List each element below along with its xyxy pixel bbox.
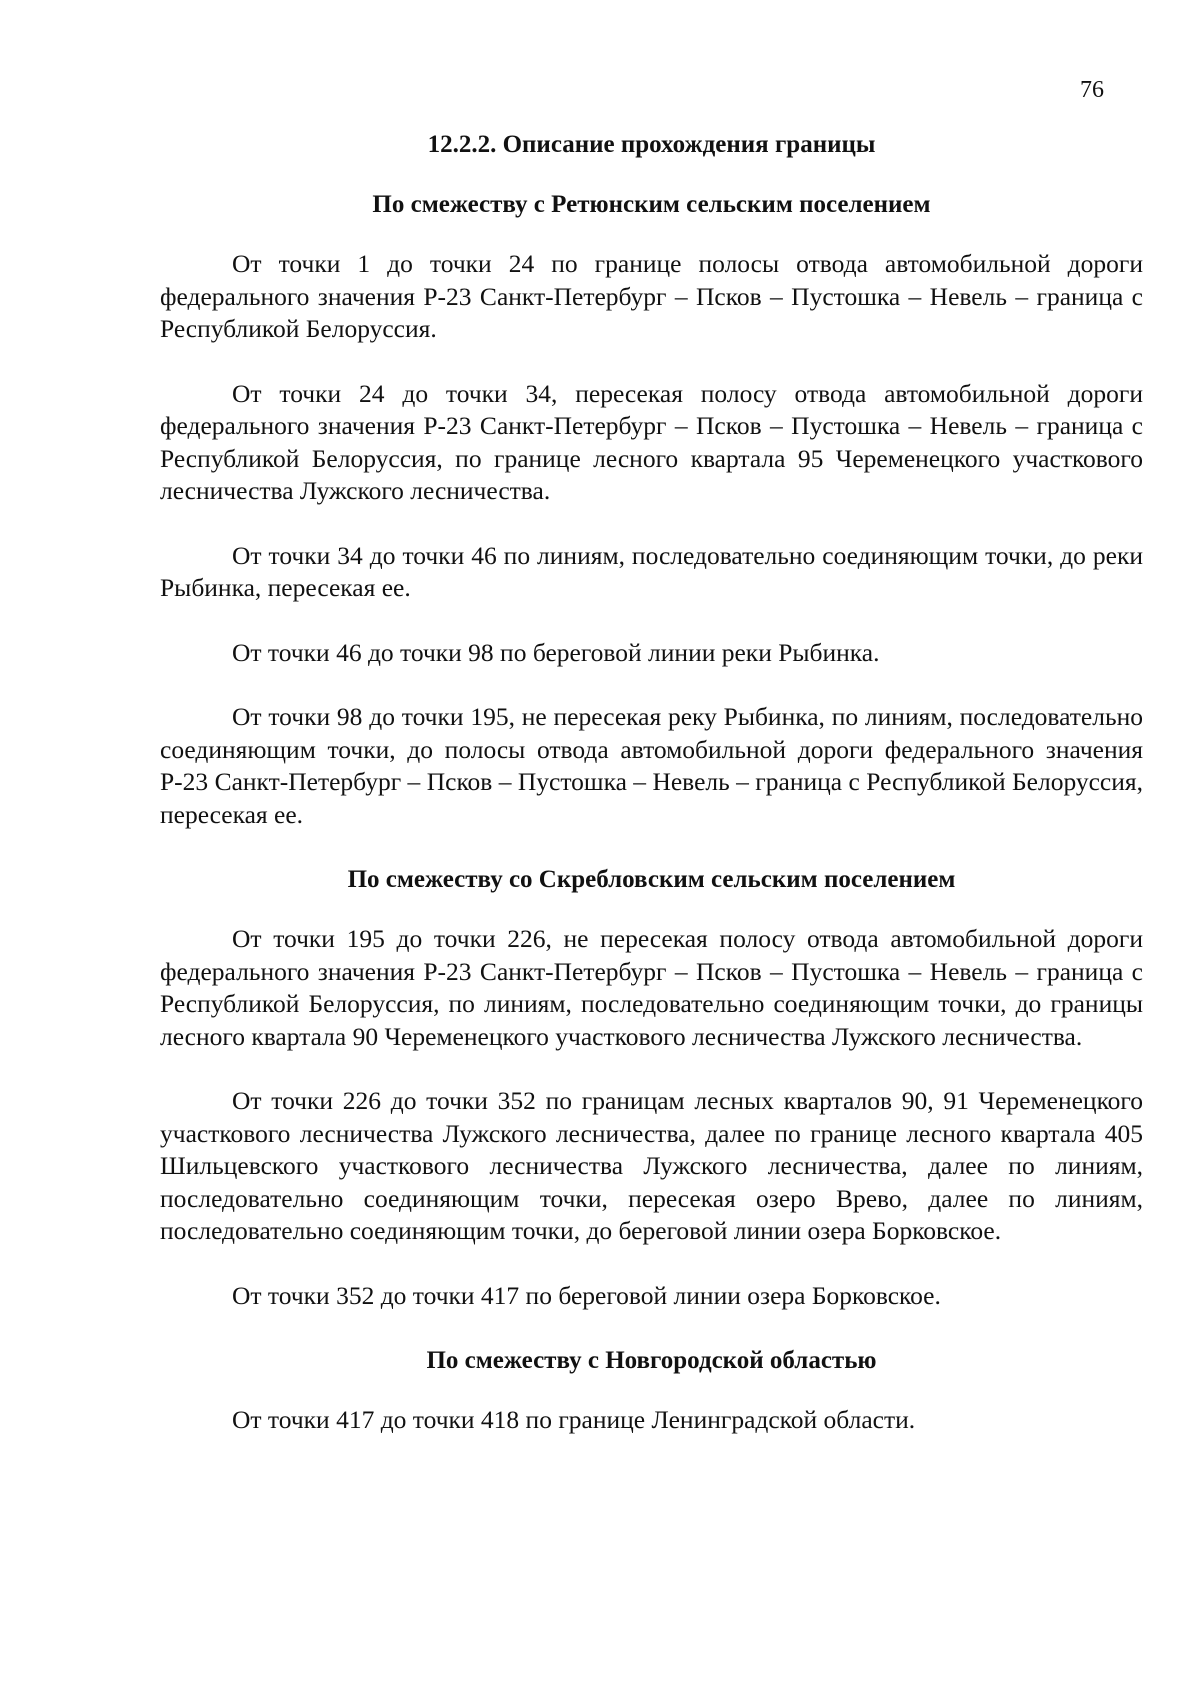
paragraph: От точки 46 до точки 98 по береговой линии реки Рыбинка.: [232, 637, 880, 667]
section-title: 12.2.2. Описание прохождения границы: [427, 131, 876, 158]
paragraph: От точки 195 до точки 226, не пересекая полосу отвода автомобильной дороги федерального значения Р-23 Санкт-Петербург – Псков – Пустошка – Невель – граница с Республикой Белоруссия, по линиям, последовательно соединяющим точки, до границы лесного квартала 90 Череменецкого участкового лесничества Лужского лесничества.: [160, 924, 1143, 1051]
page-number: 76: [1080, 77, 1104, 103]
subheading-skreblovskoe: По смежеству со Скребловским сельским поселением: [347, 866, 956, 893]
paragraph: От точки 1 до точки 24 по границе полосы отвода автомобильной дороги федерального значения Р-23 Санкт-Петербург – Псков – Пустошка – Невель – граница с Республикой Белоруссия.: [160, 249, 1143, 343]
paragraph: От точки 417 до точки 418 по границе Ленинградской области.: [232, 1405, 916, 1434]
subheading-retyunskoe: По смежеству с Ретюнским сельским поселением: [372, 191, 931, 218]
paragraph: От точки 226 до точки 352 по границам лесных кварталов 90, 91 Череменецкого участкового лесничества Лужского лесничества, далее по границе лесного квартала 405 Шильцевского участкового лесничества Лужского лесничества, далее по линиям, последовательно соединяющим точки, пересекая озеро Врево, далее по линиям, последовательно соединяющим точки, до береговой линии озера Борковское.: [160, 1086, 1143, 1245]
paragraph: От точки 34 до точки 46 по линиям, последовательно соединяющим точки, до реки Рыбинка, пересекая ее.: [160, 540, 1143, 602]
paragraph: От точки 352 до точки 417 по береговой линии озера Борковское.: [232, 1280, 941, 1310]
paragraph: От точки 98 до точки 195, не пересекая реку Рыбинка, по линиям, последовательно соединяющим точки, до полосы отвода автомобильной дороги федерального значения Р-23 Санкт-Петербург – Псков – Пустошка – Невель – граница с Республикой Белоруссия, пересекая ее.: [160, 702, 1143, 829]
document-body: [160, 128, 1143, 1469]
subheading-novgorod: По смежеству с Новгородской областью: [426, 1347, 877, 1374]
paragraph: От точки 24 до точки 34, пересекая полосу отвода автомобильной дороги федерального значения Р-23 Санкт-Петербург – Псков – Пустошка – Невель – граница с Республикой Белоруссия, по границе лесного квартала 95 Череменецкого участкового лесничества Лужского лесничества.: [160, 378, 1143, 505]
